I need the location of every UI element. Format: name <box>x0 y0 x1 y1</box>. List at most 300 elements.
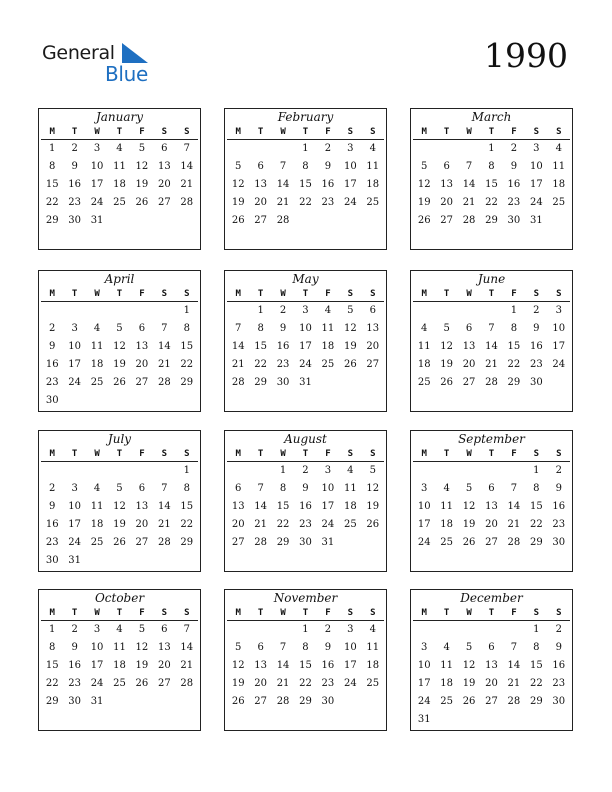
weekday-header: M <box>227 607 249 621</box>
day-cell: 26 <box>135 197 149 208</box>
month-june <box>410 270 573 412</box>
day-cell: 4 <box>324 305 332 316</box>
day-cell: 30 <box>529 377 543 388</box>
day-cell: 8 <box>533 483 540 494</box>
blank-day-cell <box>503 621 525 639</box>
day-cell: 13 <box>485 501 498 512</box>
day-cell: 10 <box>529 161 543 172</box>
day-cell: 12 <box>440 341 453 352</box>
day-cell: 5 <box>465 483 473 494</box>
day-cell: 21 <box>157 519 171 530</box>
day-cell: 18 <box>343 501 357 512</box>
day-cell: 8 <box>183 323 190 334</box>
day-cell: 31 <box>90 215 104 226</box>
day-cell: 6 <box>161 624 168 635</box>
day-cell: 17 <box>417 678 431 689</box>
day-cell: 18 <box>440 519 453 530</box>
weekday-header: M <box>227 288 249 302</box>
day-cell: 26 <box>231 215 245 226</box>
day-cell: 22 <box>507 359 521 370</box>
day-grid <box>225 448 386 552</box>
day-cell: 16 <box>321 660 335 671</box>
day-cell: 24 <box>343 197 357 208</box>
day-cell: 20 <box>462 359 476 370</box>
day-cell: 14 <box>462 179 476 190</box>
day-cell: 11 <box>366 642 380 653</box>
day-cell: 20 <box>485 678 498 689</box>
day-cell: 15 <box>299 660 312 671</box>
day-grid <box>411 448 572 552</box>
day-cell: 18 <box>90 359 104 370</box>
day-cell: 4 <box>116 624 123 635</box>
day-cell: 25 <box>366 197 380 208</box>
day-cell: 25 <box>113 197 126 208</box>
day-cell: 22 <box>529 519 543 530</box>
weekday-header: W <box>458 448 480 462</box>
day-cell: 22 <box>45 197 59 208</box>
day-cell: 10 <box>417 660 431 671</box>
day-cell: 2 <box>49 483 56 494</box>
day-cell: 7 <box>161 323 168 334</box>
weekday-header: S <box>176 448 198 462</box>
day-cell: 29 <box>529 696 543 707</box>
day-cell: 7 <box>161 483 168 494</box>
day-cell: 11 <box>366 161 380 172</box>
day-cell: 6 <box>488 642 495 653</box>
day-cell: 4 <box>93 483 101 494</box>
day-cell: 11 <box>113 161 126 172</box>
day-cell: 4 <box>369 624 376 635</box>
blank-day-cell <box>41 302 63 320</box>
weekday-header: S <box>339 448 361 462</box>
day-cell: 5 <box>465 642 473 653</box>
day-cell: 21 <box>231 359 245 370</box>
day-cell: 13 <box>440 179 453 190</box>
day-cell: 2 <box>555 624 562 635</box>
day-cell: 6 <box>465 323 473 334</box>
day-cell: 23 <box>299 519 312 530</box>
day-cell: 21 <box>276 678 290 689</box>
day-cell: 8 <box>302 642 309 653</box>
day-cell: 6 <box>443 161 450 172</box>
day-cell: 25 <box>417 377 431 388</box>
blank-day-cell <box>413 140 435 158</box>
day-cell: 27 <box>485 537 498 548</box>
weekday-header: T <box>249 448 271 462</box>
weekday-header: F <box>131 448 153 462</box>
day-cell: 24 <box>552 359 566 370</box>
day-cell: 30 <box>552 537 566 548</box>
day-cell: 19 <box>343 341 357 352</box>
weekday-header: W <box>272 448 294 462</box>
weekday-header: W <box>458 288 480 302</box>
day-cell: 21 <box>276 197 290 208</box>
weekday-header: F <box>317 126 339 140</box>
blank-day-cell <box>41 462 63 480</box>
weekday-header: T <box>480 607 502 621</box>
blank-day-cell <box>63 302 85 320</box>
day-cell: 21 <box>507 519 521 530</box>
day-cell: 25 <box>440 696 453 707</box>
day-cell: 5 <box>443 323 450 334</box>
day-cell: 30 <box>45 555 59 566</box>
weekday-header: W <box>86 448 108 462</box>
day-cell: 3 <box>347 143 354 154</box>
day-cell: 16 <box>321 179 335 190</box>
weekday-header: T <box>294 607 316 621</box>
weekday-header: S <box>153 126 175 140</box>
day-cell: 15 <box>529 501 543 512</box>
weekday-header: S <box>548 288 570 302</box>
day-cell: 1 <box>302 624 309 635</box>
day-cell: 3 <box>533 143 540 154</box>
weekday-header: S <box>339 607 361 621</box>
weekday-header: F <box>503 288 525 302</box>
day-cell: 13 <box>462 341 476 352</box>
day-cell: 3 <box>93 143 101 154</box>
day-cell: 23 <box>45 537 59 548</box>
day-cell: 4 <box>116 143 123 154</box>
day-cell: 17 <box>529 179 543 190</box>
day-cell: 23 <box>321 678 335 689</box>
day-cell: 9 <box>302 483 309 494</box>
day-grid <box>39 288 200 410</box>
day-cell: 1 <box>488 143 495 154</box>
weekday-header: F <box>131 288 153 302</box>
day-cell: 5 <box>138 143 146 154</box>
day-cell: 4 <box>443 483 450 494</box>
day-cell: 26 <box>462 696 476 707</box>
weekday-header: M <box>413 607 435 621</box>
blank-day-cell <box>458 462 480 480</box>
day-cell: 19 <box>231 678 245 689</box>
day-cell: 3 <box>71 483 78 494</box>
day-cell: 3 <box>555 305 562 316</box>
day-cell: 25 <box>343 519 357 530</box>
day-cell: 1 <box>533 624 540 635</box>
day-cell: 3 <box>347 624 354 635</box>
day-cell: 8 <box>488 161 495 172</box>
day-cell: 10 <box>68 341 81 352</box>
day-cell: 1 <box>279 465 287 476</box>
day-cell: 15 <box>529 660 543 671</box>
weekday-header: T <box>63 607 85 621</box>
logo-text-general: General <box>42 42 115 64</box>
day-cell: 28 <box>157 537 171 548</box>
day-cell: 14 <box>180 161 194 172</box>
day-cell: 8 <box>533 642 540 653</box>
day-cell: 18 <box>113 660 126 671</box>
day-cell: 13 <box>157 642 171 653</box>
weekday-header: S <box>362 288 384 302</box>
weekday-header: T <box>294 448 316 462</box>
day-cell: 8 <box>49 642 56 653</box>
day-grid <box>39 448 200 570</box>
weekday-header: S <box>525 288 547 302</box>
day-cell: 19 <box>113 519 126 530</box>
day-cell: 25 <box>366 678 380 689</box>
day-cell: 28 <box>276 215 290 226</box>
day-grid <box>39 607 200 711</box>
day-cell: 19 <box>417 197 431 208</box>
day-cell: 20 <box>157 179 171 190</box>
day-cell: 2 <box>324 624 332 635</box>
day-cell: 27 <box>366 359 380 370</box>
day-cell: 24 <box>68 377 81 388</box>
day-cell: 3 <box>421 642 428 653</box>
weekday-header: S <box>176 126 198 140</box>
day-cell: 13 <box>366 323 380 334</box>
day-cell: 15 <box>45 179 59 190</box>
day-cell: 14 <box>276 179 290 190</box>
day-cell: 9 <box>555 642 562 653</box>
day-cell: 23 <box>321 197 335 208</box>
brand-logo <box>42 40 162 88</box>
weekday-header: S <box>525 607 547 621</box>
weekday-header: S <box>339 288 361 302</box>
weekday-header: M <box>227 126 249 140</box>
day-cell: 31 <box>417 714 431 725</box>
day-cell: 6 <box>161 143 168 154</box>
day-cell: 15 <box>254 341 267 352</box>
day-cell: 27 <box>157 197 171 208</box>
month-name: August <box>284 432 327 446</box>
day-cell: 28 <box>180 678 194 689</box>
day-cell: 15 <box>180 501 194 512</box>
logo-text-blue: Blue <box>105 62 149 86</box>
day-cell: 18 <box>552 179 566 190</box>
day-cell: 16 <box>552 660 566 671</box>
day-cell: 24 <box>529 197 543 208</box>
day-cell: 29 <box>529 537 543 548</box>
blank-day-cell <box>249 140 271 158</box>
weekday-header: W <box>458 126 480 140</box>
day-cell: 5 <box>116 323 123 334</box>
day-cell: 8 <box>510 323 518 334</box>
day-cell: 1 <box>257 305 264 316</box>
day-cell: 19 <box>366 501 380 512</box>
day-cell: 4 <box>443 642 450 653</box>
weekday-header: S <box>153 288 175 302</box>
day-cell: 11 <box>113 642 126 653</box>
day-cell: 24 <box>343 678 357 689</box>
day-cell: 23 <box>68 197 81 208</box>
day-cell: 5 <box>421 161 428 172</box>
day-cell: 11 <box>321 323 335 334</box>
day-cell: 13 <box>135 501 149 512</box>
day-cell: 22 <box>45 678 59 689</box>
day-cell: 21 <box>507 678 521 689</box>
day-cell: 29 <box>45 696 59 707</box>
day-cell: 17 <box>90 660 104 671</box>
day-cell: 16 <box>68 660 81 671</box>
day-cell: 25 <box>321 359 335 370</box>
day-cell: 26 <box>440 377 453 388</box>
day-cell: 20 <box>135 519 149 530</box>
month-november <box>224 589 387 731</box>
weekday-header: S <box>548 126 570 140</box>
day-cell: 13 <box>157 161 171 172</box>
day-cell: 26 <box>366 519 380 530</box>
day-cell: 10 <box>90 642 104 653</box>
day-cell: 24 <box>68 537 81 548</box>
day-grid <box>225 607 386 711</box>
day-cell: 14 <box>231 341 245 352</box>
day-cell: 28 <box>507 696 521 707</box>
month-name: January <box>95 110 144 124</box>
day-cell: 7 <box>235 323 242 334</box>
blank-day-cell <box>227 462 249 480</box>
day-cell: 25 <box>440 537 453 548</box>
blank-day-cell <box>413 462 435 480</box>
day-cell: 10 <box>299 323 312 334</box>
day-cell: 28 <box>507 537 521 548</box>
blank-day-cell <box>435 462 457 480</box>
weekday-header: T <box>249 607 271 621</box>
day-cell: 27 <box>135 377 149 388</box>
weekday-header: T <box>435 126 457 140</box>
day-cell: 16 <box>276 341 290 352</box>
day-cell: 22 <box>180 359 194 370</box>
weekday-header: T <box>108 448 130 462</box>
day-cell: 14 <box>485 341 498 352</box>
day-cell: 7 <box>279 642 287 653</box>
day-cell: 6 <box>257 161 264 172</box>
day-cell: 9 <box>71 161 78 172</box>
weekday-header: T <box>435 288 457 302</box>
day-cell: 29 <box>485 215 498 226</box>
day-cell: 19 <box>113 359 126 370</box>
day-cell: 29 <box>45 215 59 226</box>
weekday-header: S <box>362 607 384 621</box>
day-cell: 17 <box>343 660 357 671</box>
day-cell: 12 <box>343 323 357 334</box>
day-grid <box>39 126 200 230</box>
day-cell: 29 <box>299 696 312 707</box>
day-cell: 6 <box>257 642 264 653</box>
blank-day-cell <box>153 462 175 480</box>
month-name: December <box>460 591 523 605</box>
day-cell: 20 <box>231 519 245 530</box>
day-cell: 1 <box>510 305 518 316</box>
weekday-header: T <box>108 607 130 621</box>
day-cell: 20 <box>254 678 267 689</box>
blank-day-cell <box>108 462 130 480</box>
day-cell: 29 <box>254 377 267 388</box>
day-cell: 1 <box>533 465 540 476</box>
day-cell: 10 <box>552 323 566 334</box>
weekday-header: M <box>413 126 435 140</box>
weekday-header: T <box>63 126 85 140</box>
weekday-header: F <box>317 448 339 462</box>
day-cell: 27 <box>485 696 498 707</box>
day-cell: 31 <box>68 555 81 566</box>
day-cell: 1 <box>183 305 190 316</box>
day-cell: 22 <box>299 197 312 208</box>
day-cell: 16 <box>507 179 521 190</box>
day-cell: 3 <box>421 483 428 494</box>
day-cell: 14 <box>254 501 267 512</box>
day-cell: 13 <box>135 341 149 352</box>
weekday-header: S <box>339 126 361 140</box>
day-grid <box>411 126 572 230</box>
day-cell: 21 <box>254 519 267 530</box>
day-cell: 22 <box>254 359 267 370</box>
month-name: February <box>277 110 334 124</box>
blank-day-cell <box>131 462 153 480</box>
logo-flag-icon <box>122 43 148 63</box>
weekday-header: W <box>86 607 108 621</box>
day-cell: 11 <box>343 483 357 494</box>
weekday-header: T <box>249 288 271 302</box>
day-cell: 31 <box>299 377 312 388</box>
day-cell: 31 <box>90 696 104 707</box>
month-september <box>410 430 573 572</box>
month-name: May <box>292 272 319 286</box>
day-cell: 15 <box>485 179 498 190</box>
day-cell: 17 <box>68 519 81 530</box>
day-cell: 24 <box>90 197 104 208</box>
day-cell: 6 <box>488 483 495 494</box>
day-cell: 2 <box>510 143 518 154</box>
day-cell: 22 <box>529 678 543 689</box>
day-cell: 17 <box>321 501 335 512</box>
day-cell: 4 <box>93 323 101 334</box>
day-cell: 4 <box>347 465 354 476</box>
month-july <box>38 430 201 572</box>
weekday-header: F <box>317 607 339 621</box>
day-cell: 27 <box>157 678 171 689</box>
month-name: July <box>107 432 132 446</box>
blank-day-cell <box>108 302 130 320</box>
blank-day-cell <box>458 621 480 639</box>
day-cell: 23 <box>507 197 521 208</box>
blank-day-cell <box>86 462 108 480</box>
weekday-header: T <box>63 288 85 302</box>
weekday-header: M <box>41 288 63 302</box>
day-cell: 16 <box>299 501 312 512</box>
day-cell: 12 <box>462 501 476 512</box>
day-cell: 5 <box>369 465 376 476</box>
day-cell: 12 <box>135 642 149 653</box>
day-cell: 10 <box>343 642 357 653</box>
day-cell: 30 <box>299 537 312 548</box>
weekday-header: T <box>294 288 316 302</box>
blank-day-cell <box>503 462 525 480</box>
day-cell: 27 <box>440 215 453 226</box>
month-name: November <box>273 591 338 605</box>
blank-day-cell <box>249 462 271 480</box>
day-cell: 12 <box>231 179 245 190</box>
day-cell: 26 <box>231 696 245 707</box>
day-cell: 11 <box>90 341 104 352</box>
day-cell: 29 <box>507 377 521 388</box>
day-cell: 18 <box>90 519 104 530</box>
blank-day-cell <box>153 302 175 320</box>
day-cell: 10 <box>68 501 81 512</box>
blank-day-cell <box>413 302 435 320</box>
month-august <box>224 430 387 572</box>
weekday-header: T <box>480 126 502 140</box>
day-cell: 28 <box>254 537 267 548</box>
day-cell: 15 <box>276 501 290 512</box>
day-cell: 11 <box>440 501 453 512</box>
day-cell: 5 <box>347 305 354 316</box>
day-cell: 6 <box>138 483 146 494</box>
blank-day-cell <box>86 302 108 320</box>
blank-day-cell <box>480 302 502 320</box>
day-cell: 17 <box>343 179 357 190</box>
